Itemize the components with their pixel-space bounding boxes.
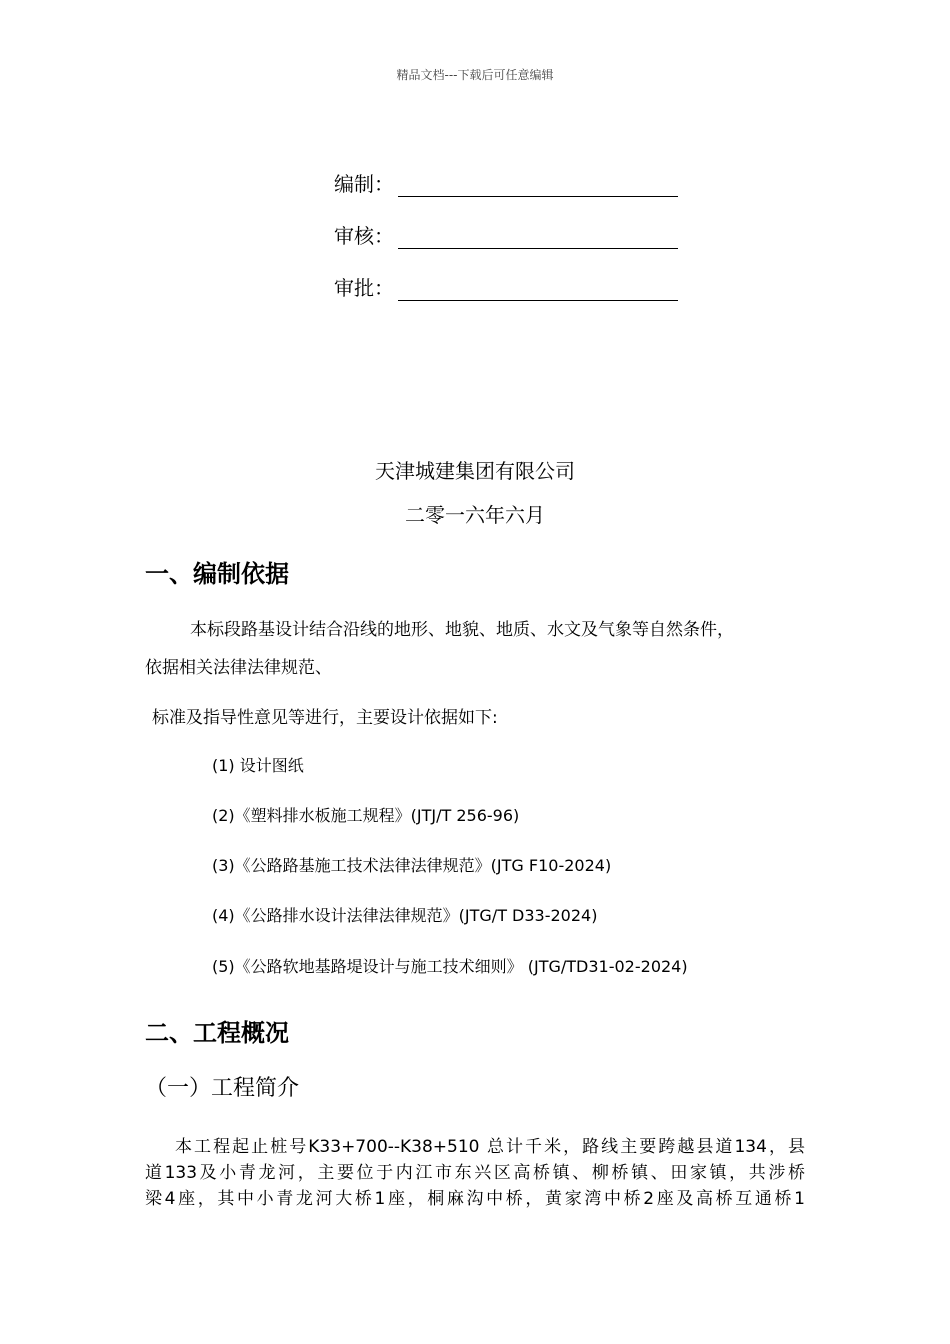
- signoff-approve: [334, 272, 678, 301]
- signoff-compile: [334, 168, 678, 197]
- section-2-title: 二、工程概况: [145, 1019, 289, 1047]
- basis-item-1: (1) 设计图纸: [212, 756, 304, 775]
- overview-line-3: 梁4座，其中小青龙河大桥1座，桐麻沟中桥，黄家湾中桥2座及高桥互通桥1: [145, 1189, 805, 1209]
- signoff-approve-label: 审批：: [334, 276, 394, 300]
- basis-item-5: (5)《公路软地基路堤设计与施工技术细则》 (JTG/TD31-02-2024): [212, 957, 688, 976]
- signoff-review-line: [398, 228, 678, 249]
- basis-item-3: (3)《公路路基施工技术法律法律规范》(JTG F10-2024): [212, 856, 612, 875]
- signoff-approve-line: [398, 280, 678, 301]
- overview-line-2: 道133及小青龙河，主要位于内江市东兴区高桥镇、柳桥镇、田家镇，共涉桥: [145, 1163, 805, 1183]
- subsection-1-title: （一）工程简介: [145, 1076, 300, 1101]
- watermark-text: 精品文档---下载后可任意编辑: [396, 68, 554, 82]
- signoff-review-label: 审核：: [334, 224, 394, 248]
- document-date: 二零一六年六月: [405, 503, 545, 527]
- overview-line-1: 本工程起止桩号K33+700--K38+510 总计千米，路线主要跨越县道134，县: [175, 1137, 805, 1157]
- signoff-review: [334, 220, 678, 249]
- intro-line-3: 标准及指导性意见等进行，主要设计依据如下:: [152, 708, 498, 728]
- basis-item-2: (2)《塑料排水板施工规程》(JTJ/T 256-96): [212, 806, 520, 825]
- section-1-title: 一、编制依据: [145, 560, 289, 588]
- intro-line-1: 本标段路基设计结合沿线的地形、地貌、地质、水文及气象等自然条件，: [190, 620, 734, 640]
- basis-item-4: (4)《公路排水设计法律法律规范》(JTG/T D33-2024): [212, 906, 598, 925]
- intro-line-2: 依据相关法律法律规范、: [145, 658, 332, 678]
- signoff-compile-label: 编制：: [334, 172, 394, 196]
- signoff-compile-line: [398, 176, 678, 197]
- company-name: 天津城建集团有限公司: [375, 459, 575, 483]
